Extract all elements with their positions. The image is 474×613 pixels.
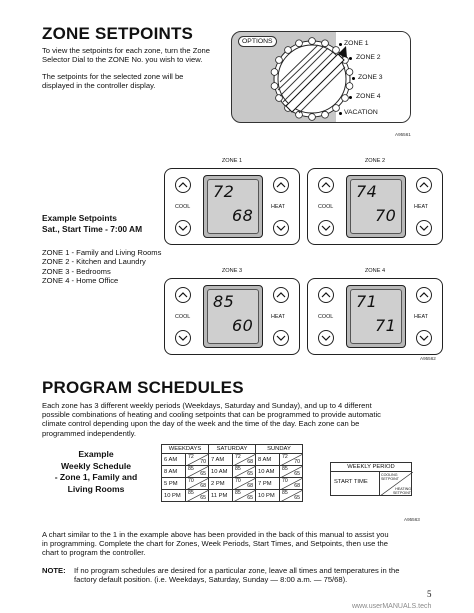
zone1-caption: ZONE 1	[221, 158, 243, 164]
position-dot	[352, 77, 355, 80]
heat-setpoint: 70	[375, 206, 397, 225]
heating-setpoint: 70	[200, 459, 206, 465]
setpoint-cell	[280, 490, 303, 502]
example-weekly-schedule-heading	[42, 449, 150, 495]
zone-setpoints-para2: The setpoints for the selected zone will be displayed in the controller display.	[42, 72, 184, 91]
weekly-period-title: WEEKLY PERIOD	[331, 463, 411, 472]
example-line: Weekly Schedule	[60, 460, 132, 471]
cool-down-button[interactable]	[175, 330, 191, 346]
heat-up-button[interactable]	[416, 287, 432, 303]
chevron-up-icon	[176, 288, 190, 302]
heating-setpoint: 65	[247, 471, 253, 477]
weekly-schedule-table	[161, 444, 303, 502]
example-heading-line1: Example Setpoints	[42, 213, 117, 223]
figure-id-a95563: A95563	[404, 517, 420, 522]
position-dot	[349, 57, 352, 60]
example-setpoints-heading	[42, 213, 142, 235]
heating-setpoint: 65	[200, 471, 206, 477]
cooling-setpoint: 85	[188, 490, 194, 496]
heat-setpoint: 71	[375, 316, 397, 335]
heating-setpoint: 65	[294, 495, 300, 501]
zone-setpoints-title: ZONE SETPOINTS	[42, 24, 194, 43]
zone3-caption: ZONE 3	[221, 268, 243, 274]
cooling-setpoint: 85	[282, 466, 288, 472]
setpoint-cell	[233, 454, 256, 466]
dial-position-zone1: ZONE 1	[344, 40, 369, 47]
chevron-up-icon	[319, 178, 333, 192]
cool-down-button[interactable]	[318, 330, 334, 346]
position-dot	[339, 43, 342, 46]
setpoint-cell	[233, 466, 256, 478]
weekly-period-legend	[330, 462, 412, 496]
zone-setpoints-para1: To view the setpoints for each zone, turn the Zone Selector Dial to the ZONE No. you wish to view.	[42, 46, 211, 65]
lcd-display	[203, 175, 263, 238]
start-time-cell: 10 PM	[256, 490, 280, 502]
chevron-up-icon	[417, 178, 431, 192]
zone3-thermostat	[164, 278, 300, 355]
cooling-setpoint: 70	[235, 478, 241, 484]
heating-setpoint: 68	[294, 483, 300, 489]
figure-id-a95562: A95562	[420, 356, 436, 361]
start-time-cell: 6 AM	[162, 454, 186, 466]
heat-setpoint: 60	[232, 316, 254, 335]
heating-setpoint: 65	[294, 471, 300, 477]
chevron-up-icon	[319, 288, 333, 302]
start-time-cell: 10 PM	[162, 490, 186, 502]
heat-label: HEAT	[271, 314, 285, 320]
cool-label: COOL	[318, 314, 334, 320]
chevron-up-icon	[417, 288, 431, 302]
heat-label: HEAT	[414, 314, 428, 320]
table-row	[162, 490, 303, 502]
zone-selector-dial-figure	[231, 31, 411, 123]
heat-up-button[interactable]	[273, 287, 289, 303]
example-heading-line2: Sat., Start Time - 7:00 AM	[42, 224, 143, 234]
start-time-cell: 10 AM	[256, 466, 280, 478]
setpoint-cell	[186, 466, 209, 478]
heating-setpoint: 68	[247, 459, 253, 465]
cool-down-button[interactable]	[175, 220, 191, 236]
setpoint-cell	[280, 454, 303, 466]
heat-down-button[interactable]	[273, 330, 289, 346]
table-row	[162, 478, 303, 490]
column-header-sunday: SUNDAY	[256, 445, 303, 454]
example-line: Living Rooms	[67, 483, 125, 494]
cool-label: COOL	[175, 204, 191, 210]
cool-setpoint: 85	[213, 292, 235, 311]
zone-list-item: ZONE 4 - Home Office	[42, 275, 119, 285]
cooling-setpoint: 85	[235, 466, 241, 472]
cooling-setpoint-label: COOLING SETPOINT	[381, 473, 399, 481]
figure-id-a95561: A95561	[395, 132, 411, 137]
chevron-up-icon	[176, 178, 190, 192]
position-dot	[349, 96, 352, 99]
note-text: If no program schedules are desired for a particular zone, leave all times and temperatures in the factory default position. (i.e. Weekdays, Saturday, Sunday — 8:00 a.m. — 75/68).	[74, 566, 400, 585]
column-header-weekdays: WEEKDAYS	[162, 445, 209, 454]
cool-setpoint: 71	[356, 292, 378, 311]
chevron-down-icon	[417, 331, 431, 345]
cool-label: COOL	[175, 314, 191, 320]
zone4-thermostat	[307, 278, 443, 355]
heating-setpoint: 65	[247, 495, 253, 501]
example-line: Example	[78, 449, 114, 459]
chevron-down-icon	[417, 221, 431, 235]
heating-setpoint: 68	[200, 483, 206, 489]
zone-list-item: ZONE 1 - Family and Living Rooms	[42, 248, 162, 257]
cooling-setpoint: 72	[235, 454, 241, 460]
cooling-setpoint: 70	[188, 478, 194, 484]
page-number: 5	[427, 589, 432, 599]
cooling-setpoint: 70	[282, 478, 288, 484]
start-time-cell: 8 AM	[162, 466, 186, 478]
column-header-saturday: SATURDAY	[209, 445, 256, 454]
chevron-down-icon	[176, 331, 190, 345]
dial-position-zone3: ZONE 3	[358, 74, 383, 81]
cool-setpoint: 74	[356, 182, 378, 201]
heat-down-button[interactable]	[416, 330, 432, 346]
heating-setpoint: 70	[294, 459, 300, 465]
position-dot	[339, 112, 342, 115]
cool-up-button[interactable]	[318, 177, 334, 193]
chevron-down-icon	[176, 221, 190, 235]
start-time-cell: 10 AM	[209, 466, 233, 478]
chevron-up-icon	[274, 178, 288, 192]
setpoint-key	[379, 472, 412, 496]
zone2-caption: ZONE 2	[364, 158, 386, 164]
cooling-setpoint: 85	[282, 490, 288, 496]
cool-up-button[interactable]	[175, 287, 191, 303]
start-time-cell: 2 PM	[209, 478, 233, 490]
zone4-caption: ZONE 4	[364, 268, 386, 274]
table-row	[162, 454, 303, 466]
heat-up-button[interactable]	[416, 177, 432, 193]
start-time-cell: 7 PM	[256, 478, 280, 490]
dial-position-vacation: VACATION	[344, 109, 378, 116]
zone2-thermostat	[307, 168, 443, 245]
cool-label: COOL	[318, 204, 334, 210]
cooling-setpoint: 85	[188, 466, 194, 472]
chevron-down-icon	[319, 221, 333, 235]
watermark: www.userMANUALS.tech	[352, 603, 432, 610]
heating-setpoint-label: HEATING SETPOINT	[393, 487, 411, 495]
heat-up-button[interactable]	[273, 177, 289, 193]
lcd-display	[346, 175, 406, 238]
setpoint-cell	[186, 478, 209, 490]
lcd-display	[346, 285, 406, 348]
heat-label: HEAT	[271, 204, 285, 210]
start-time-cell: 8 AM	[256, 454, 280, 466]
heat-down-button[interactable]	[416, 220, 432, 236]
chevron-down-icon	[274, 331, 288, 345]
cool-setpoint: 72	[213, 182, 235, 201]
zone-list	[42, 248, 161, 285]
heat-setpoint: 68	[232, 206, 254, 225]
program-schedules-title: PROGRAM SCHEDULES	[42, 378, 244, 397]
cool-up-button[interactable]	[318, 287, 334, 303]
heating-setpoint: 68	[247, 483, 253, 489]
zone1-thermostat	[164, 168, 300, 245]
chart-paragraph: A chart similar to the 1 in the example above has been provided in the back of this manual to assist you in programming. Complete the chart for Zones, Week Periods, Start Times, and Setpoints, then use the chart to program the controller.	[42, 530, 389, 558]
start-time-cell: 11 PM	[209, 490, 233, 502]
lcd-display	[203, 285, 263, 348]
setpoint-cell	[280, 466, 303, 478]
cooling-setpoint: 72	[282, 454, 288, 460]
cool-down-button[interactable]	[318, 220, 334, 236]
table-row	[162, 466, 303, 478]
chevron-down-icon	[274, 221, 288, 235]
heat-label: HEAT	[414, 204, 428, 210]
start-time-label: START TIME	[334, 479, 368, 485]
note-label: NOTE:	[42, 566, 66, 575]
zone-list-item: ZONE 3 - Bedrooms	[42, 266, 111, 276]
heat-down-button[interactable]	[273, 220, 289, 236]
zone-list-item: ZONE 2 - Kitchen and Laundry	[42, 257, 146, 267]
heating-setpoint: 65	[200, 495, 206, 501]
options-label: OPTIONS	[238, 36, 277, 47]
cool-up-button[interactable]	[175, 177, 191, 193]
setpoint-cell	[280, 478, 303, 490]
start-time-cell: 5 PM	[162, 478, 186, 490]
example-line: - Zone 1, Family and	[54, 472, 138, 483]
cooling-setpoint: 72	[188, 454, 194, 460]
setpoint-cell	[233, 490, 256, 502]
chevron-down-icon	[319, 331, 333, 345]
chevron-up-icon	[274, 288, 288, 302]
dial-position-zone4: ZONE 4	[356, 93, 381, 100]
setpoint-cell	[186, 454, 209, 466]
cooling-setpoint: 85	[235, 490, 241, 496]
table-header-row	[162, 445, 303, 454]
setpoint-cell	[186, 490, 209, 502]
dial-position-zone2: ZONE 2	[356, 54, 381, 61]
setpoint-cell	[233, 478, 256, 490]
program-schedules-intro: Each zone has 3 different weekly periods (Weekdays, Saturday and Sunday), and up to 4 different possible combinations of heating and cooling setpoints that can be programmed to provide automatic climate control depending upon the day of the week and the time of the day. Each zone can be programmed independently.	[42, 401, 381, 438]
start-time-cell: 7 AM	[209, 454, 233, 466]
